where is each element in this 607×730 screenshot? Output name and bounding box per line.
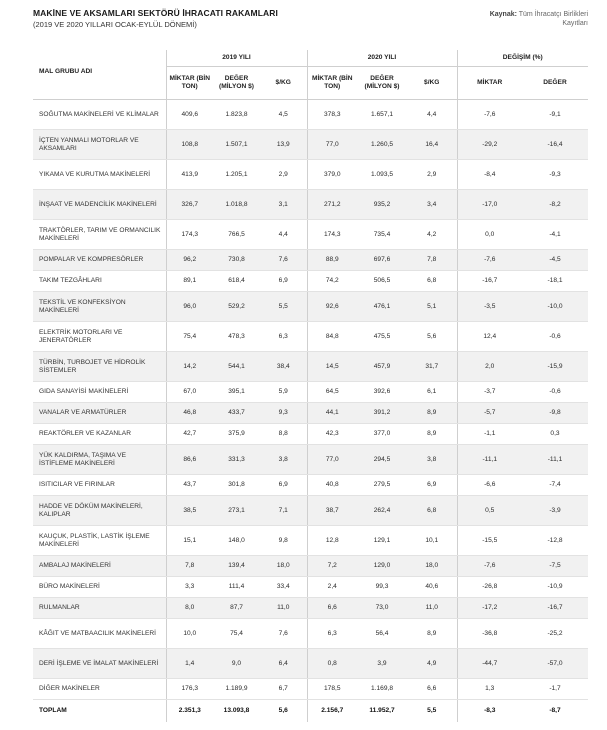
cell-kg-2020: 18,0 bbox=[407, 556, 457, 577]
cell-deger-2019: 544,1 bbox=[213, 352, 260, 382]
cell-kg-2020: 10,1 bbox=[407, 526, 457, 556]
cell-miktar-2020: 38,7 bbox=[307, 496, 357, 526]
table-row bbox=[33, 352, 588, 382]
cell-deger-2020: 457,9 bbox=[357, 352, 407, 382]
cell-deger-2020: 1.260,5 bbox=[357, 130, 407, 160]
table-row bbox=[33, 292, 588, 322]
cell-kg-2020: 3,8 bbox=[407, 445, 457, 475]
cell-change-miktar: -26,8 bbox=[457, 577, 522, 598]
total-kg-2019: 5,6 bbox=[260, 700, 307, 723]
cell-miktar-2020: 0,8 bbox=[307, 649, 357, 679]
row-name: KAUÇUK, PLASTİK, LASTİK İŞLEME MAKİNELERİ bbox=[33, 526, 166, 556]
cell-miktar-2020: 7,2 bbox=[307, 556, 357, 577]
cell-kg-2020: 31,7 bbox=[407, 352, 457, 382]
cell-kg-2020: 5,1 bbox=[407, 292, 457, 322]
cell-miktar-2019: 42,7 bbox=[166, 424, 213, 445]
total-deger-2019: 13.093,8 bbox=[213, 700, 260, 723]
source-label: Kaynak: bbox=[489, 11, 517, 18]
table-row bbox=[33, 496, 588, 526]
cell-change-miktar: -6,6 bbox=[457, 475, 522, 496]
cell-kg-2019: 6,7 bbox=[260, 679, 307, 700]
cell-change-deger: -4,5 bbox=[522, 250, 588, 271]
cell-kg-2020: 11,0 bbox=[407, 598, 457, 619]
cell-miktar-2020: 74,2 bbox=[307, 271, 357, 292]
cell-miktar-2019: 86,6 bbox=[166, 445, 213, 475]
cell-kg-2019: 7,6 bbox=[260, 619, 307, 649]
source-note bbox=[478, 10, 588, 28]
col-header-name: MAL GRUBU ADI bbox=[33, 50, 166, 100]
cell-kg-2019: 7,6 bbox=[260, 250, 307, 271]
cell-change-deger: -9,8 bbox=[522, 403, 588, 424]
cell-kg-2020: 6,9 bbox=[407, 475, 457, 496]
cell-change-deger: -3,9 bbox=[522, 496, 588, 526]
cell-deger-2019: 395,1 bbox=[213, 382, 260, 403]
table-row bbox=[33, 526, 588, 556]
cell-miktar-2019: 7,8 bbox=[166, 556, 213, 577]
col-header-change-miktar: MİKTAR bbox=[457, 67, 522, 100]
cell-deger-2020: 56,4 bbox=[357, 619, 407, 649]
row-name: TAKIM TEZGÂHLARI bbox=[33, 271, 166, 292]
cell-miktar-2020: 174,3 bbox=[307, 220, 357, 250]
row-name: KÂĞIT VE MATBAACILIK MAKİNELERİ bbox=[33, 619, 166, 649]
cell-deger-2020: 1.169,8 bbox=[357, 679, 407, 700]
cell-change-miktar: -11,1 bbox=[457, 445, 522, 475]
cell-deger-2019: 1.507,1 bbox=[213, 130, 260, 160]
cell-miktar-2019: 413,9 bbox=[166, 160, 213, 190]
cell-kg-2019: 9,3 bbox=[260, 403, 307, 424]
cell-miktar-2020: 77,0 bbox=[307, 445, 357, 475]
cell-deger-2019: 301,8 bbox=[213, 475, 260, 496]
cell-change-miktar: -8,4 bbox=[457, 160, 522, 190]
cell-kg-2019: 9,8 bbox=[260, 526, 307, 556]
cell-miktar-2019: 38,5 bbox=[166, 496, 213, 526]
cell-change-miktar: 2,0 bbox=[457, 352, 522, 382]
table-body bbox=[33, 100, 588, 723]
cell-deger-2019: 433,7 bbox=[213, 403, 260, 424]
row-name: REAKTÖRLER VE KAZANLAR bbox=[33, 424, 166, 445]
cell-kg-2019: 33,4 bbox=[260, 577, 307, 598]
cell-deger-2020: 99,3 bbox=[357, 577, 407, 598]
col-group-2020: 2020 YILI bbox=[307, 50, 457, 67]
cell-deger-2019: 618,4 bbox=[213, 271, 260, 292]
cell-miktar-2020: 178,5 bbox=[307, 679, 357, 700]
cell-kg-2020: 5,6 bbox=[407, 322, 457, 352]
cell-miktar-2019: 96,0 bbox=[166, 292, 213, 322]
cell-change-deger: -8,2 bbox=[522, 190, 588, 220]
row-name: SOĞUTMA MAKİNELERİ VE KLİMALAR bbox=[33, 100, 166, 130]
cell-deger-2020: 3,9 bbox=[357, 649, 407, 679]
row-name: DİĞER MAKİNELER bbox=[33, 679, 166, 700]
col-header-deger-2019: DEĞER (MİLYON $) bbox=[213, 67, 260, 100]
cell-deger-2020: 1.657,1 bbox=[357, 100, 407, 130]
cell-miktar-2020: 6,6 bbox=[307, 598, 357, 619]
cell-kg-2019: 3,8 bbox=[260, 445, 307, 475]
cell-miktar-2020: 6,3 bbox=[307, 619, 357, 649]
table-row bbox=[33, 403, 588, 424]
table-row bbox=[33, 619, 588, 649]
cell-miktar-2019: 15,1 bbox=[166, 526, 213, 556]
cell-change-miktar: 12,4 bbox=[457, 322, 522, 352]
cell-deger-2019: 75,4 bbox=[213, 619, 260, 649]
cell-deger-2019: 87,7 bbox=[213, 598, 260, 619]
cell-miktar-2020: 92,6 bbox=[307, 292, 357, 322]
cell-kg-2019: 6,9 bbox=[260, 271, 307, 292]
cell-kg-2020: 4,9 bbox=[407, 649, 457, 679]
cell-deger-2020: 735,4 bbox=[357, 220, 407, 250]
cell-change-deger: -7,4 bbox=[522, 475, 588, 496]
cell-kg-2020: 4,4 bbox=[407, 100, 457, 130]
cell-kg-2019: 3,1 bbox=[260, 190, 307, 220]
cell-kg-2019: 11,0 bbox=[260, 598, 307, 619]
table-title: MAKİNE VE AKSAMLARI SEKTÖRÜ İHRACATI RAKAMLARI bbox=[33, 8, 278, 18]
export-table bbox=[33, 50, 588, 722]
cell-kg-2020: 6,6 bbox=[407, 679, 457, 700]
table-row bbox=[33, 577, 588, 598]
row-name: POMPALAR VE KOMPRESÖRLER bbox=[33, 250, 166, 271]
row-name: TRAKTÖRLER, TARIM VE ORMANCILIK MAKİNELERİ bbox=[33, 220, 166, 250]
col-header-deger-2020: DEĞER (MİLYON $) bbox=[357, 67, 407, 100]
col-header-kg-2019: $/KG bbox=[260, 67, 307, 100]
row-name: ISITICILAR VE FIRINLAR bbox=[33, 475, 166, 496]
cell-miktar-2019: 10,0 bbox=[166, 619, 213, 649]
cell-miktar-2019: 176,3 bbox=[166, 679, 213, 700]
cell-change-deger: -0,6 bbox=[522, 322, 588, 352]
table-subtitle: (2019 VE 2020 YILLARI OCAK-EYLÜL DÖNEMİ) bbox=[33, 20, 197, 29]
cell-change-deger: -18,1 bbox=[522, 271, 588, 292]
table-row bbox=[33, 271, 588, 292]
col-header-miktar-2019: MİKTAR (BİN TON) bbox=[166, 67, 213, 100]
cell-deger-2019: 148,0 bbox=[213, 526, 260, 556]
cell-deger-2020: 476,1 bbox=[357, 292, 407, 322]
cell-deger-2019: 139,4 bbox=[213, 556, 260, 577]
cell-change-miktar: -3,7 bbox=[457, 382, 522, 403]
cell-kg-2019: 5,5 bbox=[260, 292, 307, 322]
cell-miktar-2020: 271,2 bbox=[307, 190, 357, 220]
cell-kg-2019: 2,9 bbox=[260, 160, 307, 190]
cell-kg-2019: 7,1 bbox=[260, 496, 307, 526]
table-head bbox=[33, 50, 588, 100]
row-name: BÜRO MAKİNELERİ bbox=[33, 577, 166, 598]
cell-kg-2020: 6,8 bbox=[407, 496, 457, 526]
cell-change-deger: -1,7 bbox=[522, 679, 588, 700]
row-name: HADDE VE DÖKÜM MAKİNELERİ, KALIPLAR bbox=[33, 496, 166, 526]
col-header-kg-2020: $/KG bbox=[407, 67, 457, 100]
cell-miktar-2020: 44,1 bbox=[307, 403, 357, 424]
cell-miktar-2019: 46,8 bbox=[166, 403, 213, 424]
cell-deger-2019: 1.823,8 bbox=[213, 100, 260, 130]
cell-kg-2020: 16,4 bbox=[407, 130, 457, 160]
cell-change-deger: 0,3 bbox=[522, 424, 588, 445]
cell-miktar-2020: 64,5 bbox=[307, 382, 357, 403]
cell-change-deger: -10,0 bbox=[522, 292, 588, 322]
row-name: YÜK KALDIRMA, TAŞIMA VE İSTİFLEME MAKİNELERİ bbox=[33, 445, 166, 475]
cell-miktar-2019: 3,3 bbox=[166, 577, 213, 598]
cell-change-deger: -11,1 bbox=[522, 445, 588, 475]
cell-change-deger: -12,8 bbox=[522, 526, 588, 556]
cell-kg-2019: 8,8 bbox=[260, 424, 307, 445]
cell-deger-2019: 9,0 bbox=[213, 649, 260, 679]
cell-miktar-2019: 96,2 bbox=[166, 250, 213, 271]
cell-change-deger: -16,4 bbox=[522, 130, 588, 160]
cell-miktar-2019: 43,7 bbox=[166, 475, 213, 496]
row-name: İNŞAAT VE MADENCİLİK MAKİNELERİ bbox=[33, 190, 166, 220]
table-row bbox=[33, 679, 588, 700]
cell-kg-2020: 3,4 bbox=[407, 190, 457, 220]
table-row bbox=[33, 475, 588, 496]
cell-deger-2019: 766,5 bbox=[213, 220, 260, 250]
row-name: TÜRBİN, TURBOJET VE HİDROLİK SİSTEMLER bbox=[33, 352, 166, 382]
cell-miktar-2020: 12,8 bbox=[307, 526, 357, 556]
total-miktar-2019: 2.351,3 bbox=[166, 700, 213, 723]
cell-change-deger: -16,7 bbox=[522, 598, 588, 619]
cell-change-miktar: 0,0 bbox=[457, 220, 522, 250]
cell-change-miktar: -15,5 bbox=[457, 526, 522, 556]
cell-miktar-2019: 1,4 bbox=[166, 649, 213, 679]
cell-kg-2020: 6,8 bbox=[407, 271, 457, 292]
table-row bbox=[33, 598, 588, 619]
cell-deger-2019: 529,2 bbox=[213, 292, 260, 322]
cell-kg-2019: 4,5 bbox=[260, 100, 307, 130]
cell-change-deger: -10,9 bbox=[522, 577, 588, 598]
cell-deger-2019: 273,1 bbox=[213, 496, 260, 526]
cell-miktar-2020: 378,3 bbox=[307, 100, 357, 130]
cell-change-miktar: -16,7 bbox=[457, 271, 522, 292]
table-row bbox=[33, 424, 588, 445]
cell-deger-2020: 935,2 bbox=[357, 190, 407, 220]
cell-kg-2019: 18,0 bbox=[260, 556, 307, 577]
cell-change-miktar: 0,5 bbox=[457, 496, 522, 526]
cell-miktar-2019: 409,6 bbox=[166, 100, 213, 130]
cell-kg-2020: 8,9 bbox=[407, 424, 457, 445]
cell-kg-2019: 6,9 bbox=[260, 475, 307, 496]
cell-miktar-2020: 84,8 bbox=[307, 322, 357, 352]
cell-change-deger: -9,1 bbox=[522, 100, 588, 130]
cell-change-miktar: -5,7 bbox=[457, 403, 522, 424]
cell-deger-2020: 391,2 bbox=[357, 403, 407, 424]
cell-miktar-2019: 174,3 bbox=[166, 220, 213, 250]
col-group-change: DEĞİŞİM (%) bbox=[457, 50, 588, 67]
row-name: GIDA SANAYİSİ MAKİNELERİ bbox=[33, 382, 166, 403]
col-header-miktar-2020: MİKTAR (BİN TON) bbox=[307, 67, 357, 100]
cell-miktar-2019: 8,0 bbox=[166, 598, 213, 619]
row-name: ELEKTRİK MOTORLARI VE JENERATÖRLER bbox=[33, 322, 166, 352]
cell-change-deger: -25,2 bbox=[522, 619, 588, 649]
cell-kg-2020: 40,6 bbox=[407, 577, 457, 598]
document-header bbox=[33, 8, 588, 44]
cell-deger-2020: 697,6 bbox=[357, 250, 407, 271]
cell-miktar-2019: 75,4 bbox=[166, 322, 213, 352]
cell-kg-2019: 6,3 bbox=[260, 322, 307, 352]
source-text: Tüm İhracatçı Birlikleri Kayıtları bbox=[518, 11, 588, 27]
cell-miktar-2019: 89,1 bbox=[166, 271, 213, 292]
cell-change-miktar: -17,0 bbox=[457, 190, 522, 220]
cell-deger-2019: 111,4 bbox=[213, 577, 260, 598]
cell-kg-2020: 4,2 bbox=[407, 220, 457, 250]
cell-deger-2020: 475,5 bbox=[357, 322, 407, 352]
cell-miktar-2020: 14,5 bbox=[307, 352, 357, 382]
table-row bbox=[33, 322, 588, 352]
total-change-deger: -8,7 bbox=[522, 700, 588, 723]
cell-change-deger: -7,5 bbox=[522, 556, 588, 577]
cell-miktar-2019: 326,7 bbox=[166, 190, 213, 220]
cell-kg-2020: 2,9 bbox=[407, 160, 457, 190]
cell-miktar-2020: 379,0 bbox=[307, 160, 357, 190]
row-name: YIKAMA VE KURUTMA MAKİNELERİ bbox=[33, 160, 166, 190]
cell-miktar-2020: 77,0 bbox=[307, 130, 357, 160]
cell-miktar-2020: 42,3 bbox=[307, 424, 357, 445]
cell-deger-2019: 1.189,9 bbox=[213, 679, 260, 700]
col-group-2019: 2019 YILI bbox=[166, 50, 307, 67]
cell-deger-2019: 1.205,1 bbox=[213, 160, 260, 190]
cell-change-miktar: -1,1 bbox=[457, 424, 522, 445]
cell-kg-2020: 6,1 bbox=[407, 382, 457, 403]
cell-kg-2019: 13,9 bbox=[260, 130, 307, 160]
cell-deger-2020: 279,5 bbox=[357, 475, 407, 496]
cell-change-deger: -57,0 bbox=[522, 649, 588, 679]
cell-deger-2020: 73,0 bbox=[357, 598, 407, 619]
table-row bbox=[33, 220, 588, 250]
total-row bbox=[33, 700, 588, 723]
table-row bbox=[33, 190, 588, 220]
cell-deger-2020: 1.093,5 bbox=[357, 160, 407, 190]
cell-deger-2019: 730,8 bbox=[213, 250, 260, 271]
cell-miktar-2019: 14,2 bbox=[166, 352, 213, 382]
cell-deger-2020: 129,0 bbox=[357, 556, 407, 577]
cell-miktar-2020: 2,4 bbox=[307, 577, 357, 598]
cell-miktar-2019: 108,8 bbox=[166, 130, 213, 160]
cell-deger-2020: 392,6 bbox=[357, 382, 407, 403]
table-row bbox=[33, 556, 588, 577]
table-row bbox=[33, 445, 588, 475]
cell-deger-2020: 506,5 bbox=[357, 271, 407, 292]
cell-change-miktar: -7,6 bbox=[457, 556, 522, 577]
cell-change-miktar: -17,2 bbox=[457, 598, 522, 619]
col-header-change-deger: DEĞER bbox=[522, 67, 588, 100]
table-row bbox=[33, 250, 588, 271]
table-row bbox=[33, 160, 588, 190]
table-row bbox=[33, 100, 588, 130]
cell-deger-2020: 129,1 bbox=[357, 526, 407, 556]
cell-miktar-2020: 88,9 bbox=[307, 250, 357, 271]
table-row bbox=[33, 130, 588, 160]
cell-change-deger: -0,6 bbox=[522, 382, 588, 403]
cell-deger-2020: 294,5 bbox=[357, 445, 407, 475]
cell-deger-2020: 377,0 bbox=[357, 424, 407, 445]
total-miktar-2020: 2.156,7 bbox=[307, 700, 357, 723]
row-name: İÇTEN YANMALI MOTORLAR VE AKSAMLARI bbox=[33, 130, 166, 160]
cell-change-deger: -15,9 bbox=[522, 352, 588, 382]
cell-deger-2019: 478,3 bbox=[213, 322, 260, 352]
cell-deger-2019: 375,9 bbox=[213, 424, 260, 445]
row-name: DERİ İŞLEME VE İMALAT MAKİNELERİ bbox=[33, 649, 166, 679]
cell-kg-2020: 7,8 bbox=[407, 250, 457, 271]
total-change-miktar: -8,3 bbox=[457, 700, 522, 723]
row-name: AMBALAJ MAKİNELERİ bbox=[33, 556, 166, 577]
cell-change-miktar: -44,7 bbox=[457, 649, 522, 679]
cell-kg-2019: 4,4 bbox=[260, 220, 307, 250]
row-name: TEKSTİL VE KONFEKSİYON MAKİNELERİ bbox=[33, 292, 166, 322]
cell-change-deger: -9,3 bbox=[522, 160, 588, 190]
cell-change-miktar: 1,3 bbox=[457, 679, 522, 700]
total-label: TOPLAM bbox=[33, 700, 166, 723]
header-group-row bbox=[33, 50, 588, 67]
cell-change-miktar: -7,6 bbox=[457, 100, 522, 130]
cell-change-miktar: -7,6 bbox=[457, 250, 522, 271]
cell-change-miktar: -29,2 bbox=[457, 130, 522, 160]
row-name: VANALAR VE ARMATÜRLER bbox=[33, 403, 166, 424]
cell-kg-2020: 8,9 bbox=[407, 403, 457, 424]
cell-change-deger: -4,1 bbox=[522, 220, 588, 250]
cell-deger-2019: 1.018,8 bbox=[213, 190, 260, 220]
cell-change-miktar: -36,8 bbox=[457, 619, 522, 649]
table-row bbox=[33, 649, 588, 679]
total-kg-2020: 5,5 bbox=[407, 700, 457, 723]
cell-deger-2020: 262,4 bbox=[357, 496, 407, 526]
table-row bbox=[33, 382, 588, 403]
row-name: RULMANLAR bbox=[33, 598, 166, 619]
cell-kg-2019: 38,4 bbox=[260, 352, 307, 382]
cell-kg-2020: 8,9 bbox=[407, 619, 457, 649]
cell-miktar-2019: 67,0 bbox=[166, 382, 213, 403]
cell-kg-2019: 5,9 bbox=[260, 382, 307, 403]
cell-kg-2019: 6,4 bbox=[260, 649, 307, 679]
cell-deger-2019: 331,3 bbox=[213, 445, 260, 475]
cell-miktar-2020: 40,8 bbox=[307, 475, 357, 496]
total-deger-2020: 11.952,7 bbox=[357, 700, 407, 723]
cell-change-miktar: -3,5 bbox=[457, 292, 522, 322]
